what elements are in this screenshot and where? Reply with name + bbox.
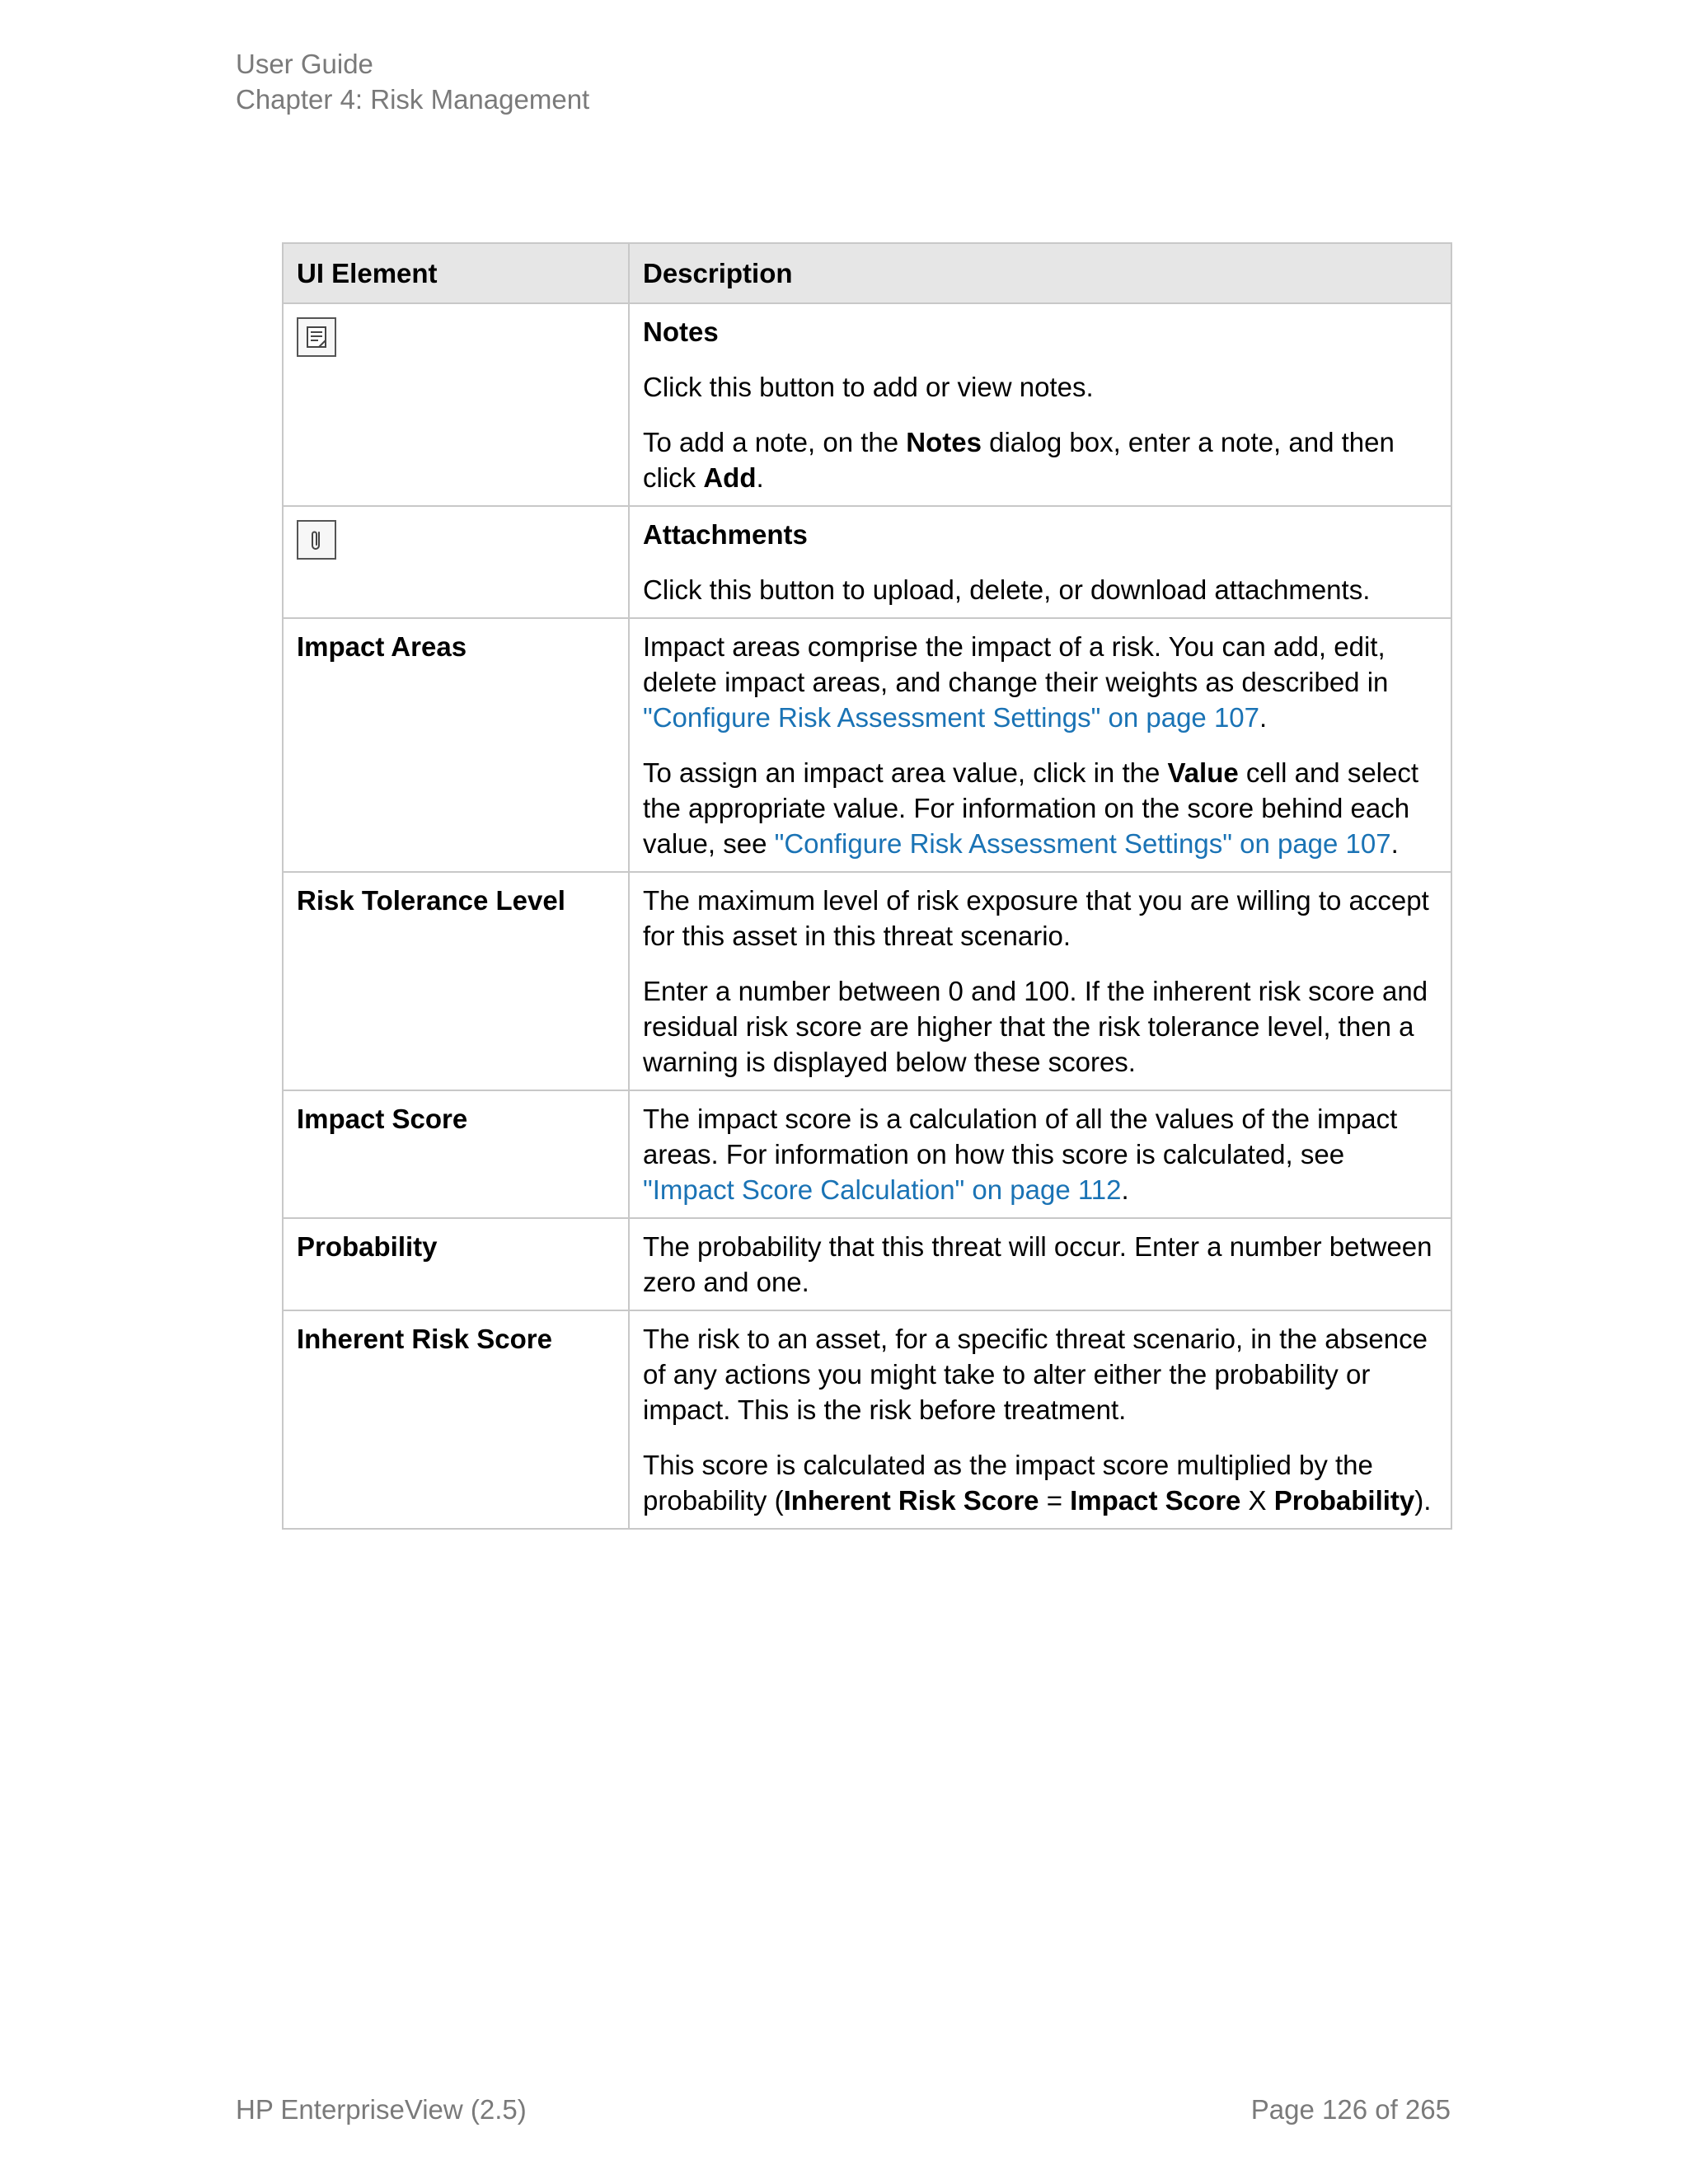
paperclip-icon[interactable] <box>297 520 336 560</box>
element-name: Probability <box>283 1218 629 1310</box>
description-text: The probability that this threat will occur. Enter a number between zero and one. <box>643 1231 1432 1297</box>
description-cell <box>629 1310 1451 1529</box>
footer-page-number: Page 126 of 265 <box>1250 2094 1451 2125</box>
element-cell <box>283 506 629 618</box>
table-row-attachments <box>283 506 1451 618</box>
row-title: Attachments <box>643 519 808 550</box>
description-cell <box>629 1090 1451 1218</box>
table-row-risk-tolerance-level <box>283 872 1451 1090</box>
ui-element-table <box>282 242 1451 1530</box>
description-text: The impact score is a calculation of all the values of the impact areas. For information on how this score is calculated, see "Impact Score Calculation" on page 112. <box>643 1104 1398 1205</box>
table-row-impact-score <box>283 1090 1451 1218</box>
table-row-probability <box>283 1218 1451 1310</box>
cross-reference-link[interactable]: "Impact Score Calculation" on page 112 <box>643 1174 1122 1205</box>
description-text: The risk to an asset, for a specific threat scenario, in the absence of any actions you might take to alter either the probability or impact. This is the risk before treatment. <box>643 1324 1428 1425</box>
description-cell <box>629 1218 1451 1310</box>
notes-icon[interactable] <box>297 317 336 357</box>
description-cell <box>629 618 1451 872</box>
description-text: To assign an impact area value, click in the Value cell and select the appropriate value. For information on the score behind each value, see "Configure Risk Assessment Settings" on page 107. <box>643 757 1419 859</box>
table-row-inherent-risk-score <box>283 1310 1451 1529</box>
description-text: Click this button to upload, delete, or download attachments. <box>643 574 1371 605</box>
description-text: Enter a number between 0 and 100. If the inherent risk score and residual risk score are higher that the risk tolerance level, then a warning is displayed below these scores. <box>643 976 1428 1077</box>
cross-reference-link[interactable]: "Configure Risk Assessment Settings" on page 107 <box>643 702 1260 733</box>
table-row-impact-areas <box>283 618 1451 872</box>
table-row-notes <box>283 303 1451 506</box>
guide-title: User Guide <box>236 49 373 79</box>
row-title: Notes <box>643 316 719 347</box>
description-text: This score is calculated as the impact score multiplied by the probability (Inherent Risk Score = Impact Score X Probability). <box>643 1450 1432 1516</box>
description-cell <box>629 872 1451 1090</box>
chapter-title: Chapter 4: Risk Management <box>236 84 590 115</box>
cross-reference-link[interactable]: "Configure Risk Assessment Settings" on page 107 <box>774 828 1391 859</box>
column-header-ui-element: UI Element <box>283 243 629 303</box>
description-text: Click this button to add or view notes. <box>643 372 1094 402</box>
running-header <box>236 46 589 117</box>
element-cell <box>283 303 629 506</box>
footer-product: HP EnterpriseView (2.5) <box>236 2094 527 2125</box>
description-cell <box>629 506 1451 618</box>
element-name: Inherent Risk Score <box>283 1310 629 1529</box>
column-header-description: Description <box>629 243 1451 303</box>
element-name: Risk Tolerance Level <box>283 872 629 1090</box>
description-text: The maximum level of risk exposure that you are willing to accept for this asset in this threat scenario. <box>643 885 1429 951</box>
element-name: Impact Areas <box>283 618 629 872</box>
description-text: To add a note, on the Notes dialog box, enter a note, and then click Add. <box>643 427 1395 493</box>
element-name: Impact Score <box>283 1090 629 1218</box>
description-text: Impact areas comprise the impact of a risk. You can add, edit, delete impact areas, and change their weights as described in "Configure Risk Assessment Settings" on page 107. <box>643 631 1389 733</box>
description-cell <box>629 303 1451 506</box>
table-header-row <box>283 243 1451 303</box>
